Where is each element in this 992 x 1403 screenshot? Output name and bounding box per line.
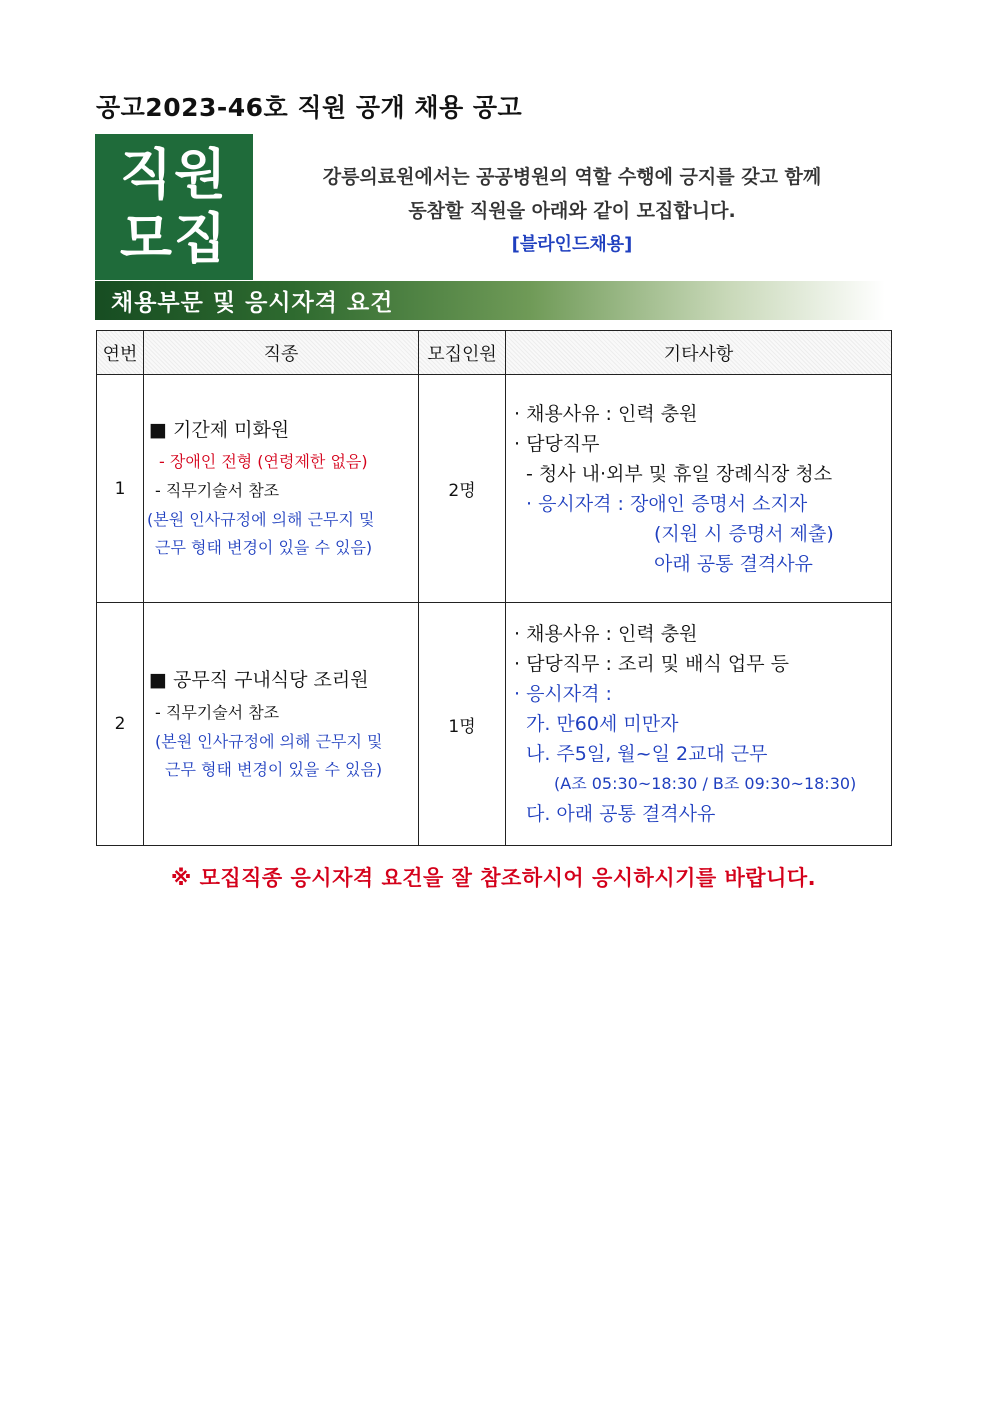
detail-line: (A조 05:30~18:30 / B조 09:30~18:30) (554, 774, 857, 793)
job-line: - 직무기술서 참조 (155, 702, 280, 722)
detail-line: · 응시자격 : (514, 683, 612, 705)
detail-line: 다. 아래 공통 결격사유 (526, 803, 716, 825)
badge-line-2: 모집 (119, 207, 229, 270)
job-cell (144, 375, 419, 603)
detail-line: · 응시자격 : 장애인 증명서 소지자 (526, 492, 808, 515)
intro-line-1: 강릉의료원에서는 공공병원의 역할 수행에 긍지를 갖고 함께 (322, 166, 822, 188)
detail-line: 아래 공통 결격사유 (654, 552, 813, 575)
recruit-badge (95, 134, 253, 280)
header-no: 연번 (97, 331, 144, 375)
blind-hiring-label: [블라인드채용] (511, 234, 633, 255)
recruitment-table (96, 330, 892, 846)
section-title: 채용부문 및 응시자격 요건 (111, 290, 394, 316)
table-header-row (97, 331, 892, 375)
job-title: ■ 공무직 구내식당 조리원 (149, 668, 369, 691)
row-count: 1명 (419, 603, 506, 846)
table-row (97, 603, 892, 846)
details-cell (506, 603, 892, 846)
row-no: 1 (97, 375, 144, 603)
details-cell (506, 375, 892, 603)
intro-line-2: 동참할 직원을 아래와 같이 모집합니다. (408, 200, 736, 222)
header-count: 모집인원 (419, 331, 506, 375)
detail-line: · 담당직무 (514, 432, 600, 455)
table-row (97, 375, 892, 603)
job-title: ■ 기간제 미화원 (149, 419, 290, 441)
job-line: (본원 인사규정에 의해 근무지 및 (155, 731, 383, 751)
job-line: 근무 형태 변경이 있을 수 있음) (165, 759, 383, 779)
row-no: 2 (97, 603, 144, 846)
detail-line: 가. 만60세 미만자 (526, 713, 679, 735)
notice-text: ※ 모집직종 응시자격 요건을 잘 참조하시어 응시하시기를 바랍니다. (170, 866, 817, 890)
detail-line: · 채용사유 : 인력 충원 (514, 623, 698, 645)
header-details: 기타사항 (506, 331, 892, 375)
detail-line: (지원 시 증명서 제출) (654, 522, 834, 545)
intro-text (262, 160, 882, 262)
detail-line: 나. 주5일, 월~일 2교대 근무 (526, 743, 768, 765)
detail-line: · 담당직무 : 조리 및 배식 업무 등 (514, 653, 789, 675)
badge-line-1: 직원 (119, 143, 229, 206)
job-line: - 장애인 전형 (연령제한 없음) (159, 452, 368, 471)
header-job: 직종 (144, 331, 419, 375)
job-line: 근무 형태 변경이 있을 수 있음) (155, 538, 373, 557)
job-line: - 직무기술서 참조 (155, 481, 280, 500)
detail-line: · 채용사유 : 인력 충원 (514, 402, 698, 425)
job-cell (144, 603, 419, 846)
detail-line: - 청사 내·외부 및 휴일 장례식장 청소 (526, 462, 833, 485)
job-line: (본원 인사규정에 의해 근무지 및 (147, 510, 375, 529)
section-header (95, 281, 885, 320)
page-title: 공고2023-46호 직원 공개 채용 공고 (96, 93, 523, 122)
row-count: 2명 (419, 375, 506, 603)
